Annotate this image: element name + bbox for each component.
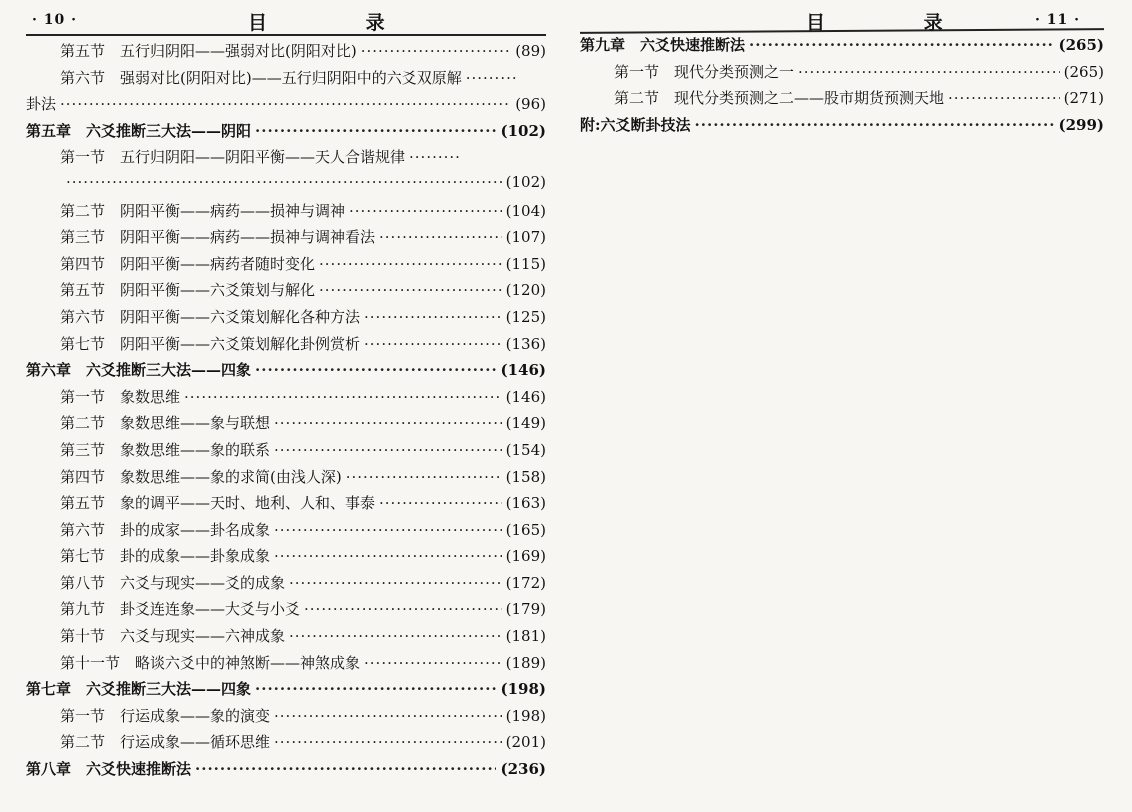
toc-entry xyxy=(26,731,546,758)
dot-leader xyxy=(274,414,502,432)
dot-leader xyxy=(346,468,502,486)
toc-entry-title: 第二节 行运成象——循环思维 xyxy=(60,733,271,752)
toc-entry-title: 第一节 五行归阴阳——阴阳平衡——天人合谐规律 xyxy=(60,148,406,167)
toc-entry xyxy=(26,67,546,94)
dot-leader xyxy=(695,116,1055,134)
toc-chapter-entry xyxy=(580,114,1104,141)
page-header xyxy=(580,0,1104,34)
header-rule xyxy=(26,34,546,36)
toc-entry-title: 第五节 五行归阴阳——强弱对比(阴阳对比) xyxy=(60,42,357,60)
dot-leader xyxy=(66,173,502,191)
toc-page-number: (115) xyxy=(505,254,546,273)
toc-page-number: (120) xyxy=(505,281,546,300)
toc-page-number: (198) xyxy=(500,680,546,699)
toc-page-number: (179) xyxy=(505,600,546,619)
toc-page-number: (265) xyxy=(1063,62,1104,81)
toc-entry-title: 第一节 行运成象——象的演变 xyxy=(60,706,271,725)
toc-entry xyxy=(26,545,546,572)
toc-entry xyxy=(26,466,546,493)
toc-page-number: (149) xyxy=(505,414,546,433)
toc-chapter-entry xyxy=(26,120,546,147)
dot-leader xyxy=(60,95,511,113)
toc-chapter-entry xyxy=(580,34,1104,61)
toc-entry xyxy=(26,705,546,732)
toc-entry-title: 第六章 六爻推断三大法——四象 xyxy=(26,361,252,380)
dot-leader xyxy=(319,255,502,273)
toc-entry-title: 第十节 六爻与现实——六神成象 xyxy=(60,627,286,646)
toc-entry xyxy=(26,93,546,120)
dot-leader xyxy=(274,733,502,751)
toc-page-number: (102) xyxy=(500,121,546,140)
toc-entry xyxy=(580,87,1104,114)
toc-entry xyxy=(26,146,546,173)
toc-page-number: (169) xyxy=(505,547,546,566)
toc-entry-title: 第一节 象数思维 xyxy=(60,387,181,406)
toc-entry-title: 第一节 现代分类预测之一 xyxy=(614,62,795,81)
toc-entry xyxy=(26,200,546,227)
toc-list xyxy=(580,34,1104,140)
toc-entry xyxy=(26,652,546,679)
toc-entry-title: 第三节 象数思维——象的联系 xyxy=(60,440,271,459)
toc-chapter-entry xyxy=(26,678,546,705)
toc-page-number: (189) xyxy=(505,653,546,672)
toc-page-number: (89) xyxy=(515,42,546,60)
toc-page-number: (136) xyxy=(505,334,546,353)
dot-leader xyxy=(364,654,502,672)
toc-entry-title: 第二节 现代分类预测之二——股市期货预测天地 xyxy=(614,89,945,108)
toc-entry-title: 第七章 六爻推断三大法——四象 xyxy=(26,680,252,699)
dot-leader xyxy=(255,680,496,698)
page-number: · 10 · xyxy=(32,12,77,28)
toc-page-number: (172) xyxy=(505,573,546,592)
toc-page-number: (163) xyxy=(505,494,546,513)
toc-entry-title: 第二节 阴阳平衡——病药——损神与调神 xyxy=(60,201,346,220)
toc-page-number: (104) xyxy=(505,201,546,220)
toc-chapter-entry xyxy=(26,359,546,386)
toc-entry xyxy=(26,572,546,599)
toc-page-number: (96) xyxy=(515,95,546,114)
toc-entry xyxy=(26,492,546,519)
toc-page-number: (146) xyxy=(505,387,546,406)
page-title: 目 录 xyxy=(248,12,431,34)
toc-entry-title: 第三节 阴阳平衡——病药——损神与调神看法 xyxy=(60,228,376,247)
dot-leader xyxy=(379,228,502,246)
toc-page-number: (201) xyxy=(505,733,546,752)
toc-entry xyxy=(580,61,1104,88)
dot-leader xyxy=(798,63,1060,81)
toc-page-number: (198) xyxy=(505,706,546,725)
toc-entry xyxy=(26,40,546,67)
right-page xyxy=(580,0,1104,134)
toc-entry-title: 第二节 象数思维——象与联想 xyxy=(60,414,271,433)
toc-page-number: (102) xyxy=(505,172,546,191)
dot-leader xyxy=(255,122,496,140)
toc-page-number: (146) xyxy=(500,361,546,380)
toc-page-number: (236) xyxy=(500,760,546,779)
toc-entry-title: 第九节 卦爻连连象——大爻与小爻 xyxy=(60,600,301,619)
toc-page-number: (265) xyxy=(1058,36,1104,54)
left-page xyxy=(26,0,546,779)
toc-entry xyxy=(26,625,546,652)
toc-entry xyxy=(26,306,546,333)
dot-leader xyxy=(466,69,518,87)
toc-entry-title: 附:六爻断卦技法 xyxy=(580,115,691,134)
toc-entry-title: 第八节 六爻与现实——爻的成象 xyxy=(60,573,286,592)
dot-leader xyxy=(749,36,1054,54)
toc-entry xyxy=(26,173,546,200)
toc-entry-title: 第四节 象数思维——象的求简(由浅人深) xyxy=(60,467,342,486)
page-number: · 11 · xyxy=(1035,12,1080,28)
toc-page-number: (125) xyxy=(505,307,546,326)
toc-page-number: (154) xyxy=(505,440,546,459)
dot-leader xyxy=(274,441,502,459)
toc-entry-title: 第四节 阴阳平衡——病药者随时变化 xyxy=(60,254,316,273)
dot-leader xyxy=(274,521,502,539)
toc-entry-title: 第五节 象的调平——天时、地利、人和、事泰 xyxy=(60,494,376,513)
dot-leader xyxy=(289,574,502,592)
toc-entry xyxy=(26,519,546,546)
dot-leader xyxy=(274,547,502,565)
toc-entry-title: 卦法 xyxy=(26,95,57,114)
toc-entry-title: 第六节 卦的成家——卦名成象 xyxy=(60,520,271,539)
toc-entry xyxy=(26,253,546,280)
toc-entry-title: 第七节 阴阳平衡——六爻策划解化卦例赏析 xyxy=(60,334,361,353)
dot-leader xyxy=(364,308,502,326)
toc-page-number: (107) xyxy=(505,228,546,247)
dot-leader xyxy=(364,335,502,353)
dot-leader xyxy=(255,361,496,379)
dot-leader xyxy=(349,202,502,220)
dot-leader xyxy=(274,707,502,725)
toc-entry-title: 第五节 阴阳平衡——六爻策划与解化 xyxy=(60,281,316,300)
toc-page-number: (165) xyxy=(505,520,546,539)
page-header xyxy=(26,0,546,34)
toc-entry xyxy=(26,386,546,413)
toc-page-number: (299) xyxy=(1058,115,1104,134)
toc-entry-title: 第十一节 略谈六爻中的神煞断——神煞成象 xyxy=(60,653,361,672)
toc-entry xyxy=(26,279,546,306)
dot-leader xyxy=(289,627,502,645)
toc-page-number: (158) xyxy=(505,467,546,486)
toc-page-number: (271) xyxy=(1063,89,1104,108)
toc-entry xyxy=(26,412,546,439)
dot-leader xyxy=(948,89,1060,107)
toc-entry-title: 第六节 阴阳平衡——六爻策划解化各种方法 xyxy=(60,307,361,326)
toc-entry-title: 第七节 卦的成象——卦象成象 xyxy=(60,547,271,566)
toc-entry xyxy=(26,598,546,625)
dot-leader xyxy=(184,388,502,406)
dot-leader xyxy=(304,600,502,618)
toc-entry-title: 第六节 强弱对比(阴阳对比)——五行归阴阳中的六爻双原解 xyxy=(60,68,462,87)
toc-entry xyxy=(26,439,546,466)
toc-entry-title: 第五章 六爻推断三大法——阴阳 xyxy=(26,121,252,140)
dot-leader xyxy=(409,148,461,166)
toc-entry xyxy=(26,333,546,360)
toc-entry-title: 第八章 六爻快速推断法 xyxy=(26,760,192,779)
toc-entry xyxy=(26,226,546,253)
toc-entry-title: 第九章 六爻快速推断法 xyxy=(580,36,746,54)
dot-leader xyxy=(361,42,511,60)
page-title: 目 录 xyxy=(806,12,989,34)
dot-leader xyxy=(379,494,502,512)
toc-list xyxy=(26,40,546,785)
toc-chapter-entry xyxy=(26,758,546,785)
toc-page-number: (181) xyxy=(505,627,546,646)
dot-leader xyxy=(319,281,502,299)
dot-leader xyxy=(195,760,496,778)
